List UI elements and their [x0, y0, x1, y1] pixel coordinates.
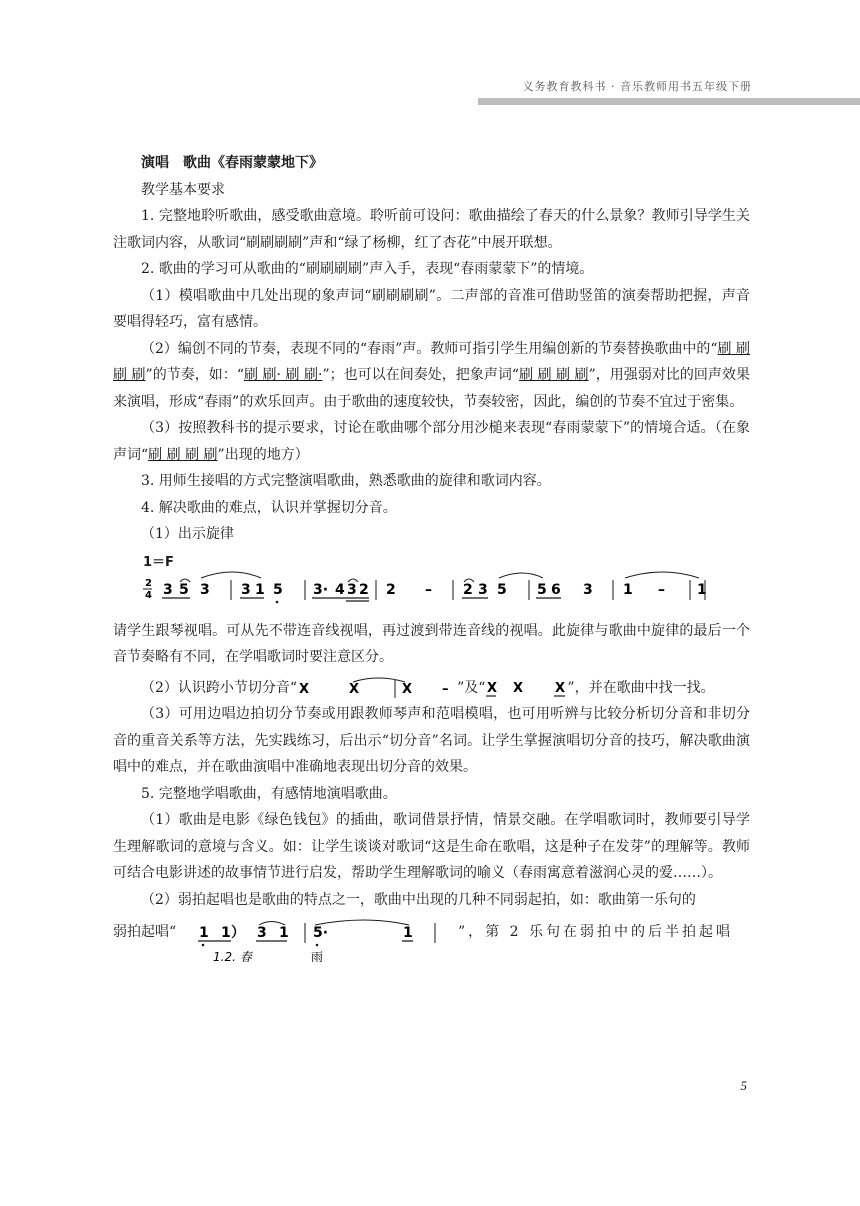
rhythm-x: X — [349, 681, 360, 697]
section-subtitle: 教学基本要求 — [141, 181, 225, 198]
note: 5· — [313, 925, 329, 941]
header-bar — [478, 98, 860, 105]
paragraph-6: 3. 用师生接唱的方式完整演唱歌曲，熟悉歌曲的旋律和歌词内容。 — [141, 473, 551, 489]
paragraph-14: （2）弱拍起唱也是歌曲的特点之一，歌曲中出现的几种不同弱起拍，如：歌曲第一乐句的 — [141, 891, 696, 908]
note: – — [425, 581, 432, 598]
weak-beat-lead: 弱拍起唱“ — [113, 924, 177, 940]
note: 1 — [623, 581, 633, 598]
melody-notation — [113, 550, 750, 612]
section-title: 演唱 歌曲《春雨蒙蒙地下》 — [141, 155, 323, 171]
note: 5 — [497, 581, 507, 598]
note: 1 — [221, 925, 231, 941]
note: 3 — [163, 581, 173, 598]
paragraph-8: （1）出示旋律 — [141, 526, 234, 542]
note: 4 — [335, 581, 345, 598]
weak-beat-tail: ”，第 2 乐句在弱拍中的后半拍起唱 — [458, 924, 733, 940]
weak-beat-example — [113, 919, 750, 967]
syncope-figure-a — [297, 676, 457, 700]
note: 1 — [697, 581, 707, 598]
weak-beat-notation — [195, 919, 455, 965]
note: ） — [231, 925, 245, 941]
paragraph-5: （3）按照教科书的提示要求，讨论在歌曲哪个部分用沙槌来表现“春雨蒙蒙下”的情境合适。（在象声词“刷 刷 刷 刷”出现的地方） — [113, 420, 750, 463]
rhythm-x: X — [513, 680, 524, 696]
paragraph-3: （1）模唱歌曲中几处出现的象声词“刷刷刷刷”。二声部的音准可借助竖笛的演奏帮助把握，声音要唱得轻巧，富有感情。 — [113, 287, 750, 330]
paragraph-4: （2）编创不同的节奏，表现不同的“春雨”声。教师可指引学生用编创新的节奏替换歌曲中的“刷 刷 刷 刷”的节奏，如：“刷 刷· 刷 刷·”；也可以在间奏处，把象声词“刷 刷 刷 刷”，用强弱对比的回声效果来演唱，形成“春雨”的欢乐回声。由于歌曲的速度较快，节奏较密，因此，编创的节奏不宜过于密集。 — [113, 340, 750, 410]
rhythm-dash: – — [442, 681, 449, 697]
note: 3 — [347, 581, 357, 598]
paragraph-11: （3）可用边唱边拍切分节奏或用跟教师琴声和范唱模唱，也可用听辨与比较分析切分音和非切分音的重音关系等方法，先实践练习，后出示“切分音”名词。让学生掌握演唱切分音的技巧，解决歌曲演唱中的难点，并在歌曲演唱中准确地表现出切分音的效果。 — [113, 706, 750, 775]
note: – — [658, 581, 665, 598]
time-signature-top: 2 — [145, 577, 152, 589]
note: 2 — [359, 581, 369, 598]
note: 1 — [279, 925, 289, 941]
note: 3 — [478, 581, 488, 598]
note: 5 — [537, 581, 547, 598]
note: 1 — [403, 925, 413, 941]
note: 3 — [241, 581, 251, 598]
paragraph-10: （2）认识跨小节切分音“ X X X – ”及“ X X X ”，并在歌曲中找一找。 — [113, 675, 750, 702]
rhythm-x: X — [299, 681, 310, 697]
paragraph-12: 5. 完整地学唱歌曲，有感情地演唱歌曲。 — [141, 785, 397, 802]
note: 2 — [463, 581, 473, 598]
rhythm-x: X — [402, 681, 413, 697]
paragraph-1: 1. 完整地聆听歌曲，感受歌曲意境。聆听前可设问：歌曲描绘了春天的什么景象？教师引导学生关注歌词内容，从歌词“刷刷刷刷”声和“绿了杨柳，红了杏花”中展开联想。 — [113, 208, 750, 251]
syncope-figure-b — [485, 676, 567, 700]
note: 3 — [583, 581, 593, 598]
rhythm-x: X — [487, 680, 498, 696]
note: 1 — [255, 581, 265, 598]
note: 3 — [257, 925, 267, 941]
time-signature-bottom: 4 — [145, 589, 152, 601]
page-content — [113, 150, 750, 967]
paragraph-9: 请学生跟琴视唱。可从先不带连音线视唱，再过渡到带连音线的视唱。此旋律与歌曲中旋律的最后一个音节奏略有不同，在学唱歌词时要注意区分。 — [113, 622, 750, 665]
paragraph-7: 4. 解决歌曲的难点，认识并掌握切分音。 — [141, 499, 397, 516]
note: 3 — [200, 581, 210, 598]
paragraph-2: 2. 歌曲的学习可从歌曲的“刷刷刷刷”声入手，表现“春雨蒙蒙下”的情境。 — [141, 261, 594, 277]
note: 3· — [313, 581, 329, 598]
note: 5 — [273, 581, 283, 598]
rhythm-x: X — [555, 680, 566, 696]
running-header: 义务教育教科书 · 音乐教师用书五年级下册 — [522, 80, 752, 93]
melody-key: 1＝F — [143, 554, 174, 570]
note: 2 — [386, 581, 396, 598]
paragraph-13: （1）歌曲是电影《绿色钱包》的插曲，歌词借景抒情，情景交融。在学唱歌词时，教师要引导学生理解歌词的意境与含义。如：让学生谈谈对歌词“这是生命在歌唱，这是种子在发芽”的理解等。教师可结合电影讲述的故事情节进行启发，帮助学生理解歌词的喻义（春雨寓意着滋润心灵的爱……）。 — [113, 812, 750, 881]
note: 1 — [199, 925, 209, 941]
page-number: 5 — [740, 1078, 747, 1093]
lyric: 雨 — [311, 950, 324, 964]
melody-staff — [143, 564, 743, 610]
note: 5 — [179, 581, 189, 598]
lyric: 1.2. 春 — [213, 950, 252, 964]
note: 6 — [551, 581, 561, 598]
